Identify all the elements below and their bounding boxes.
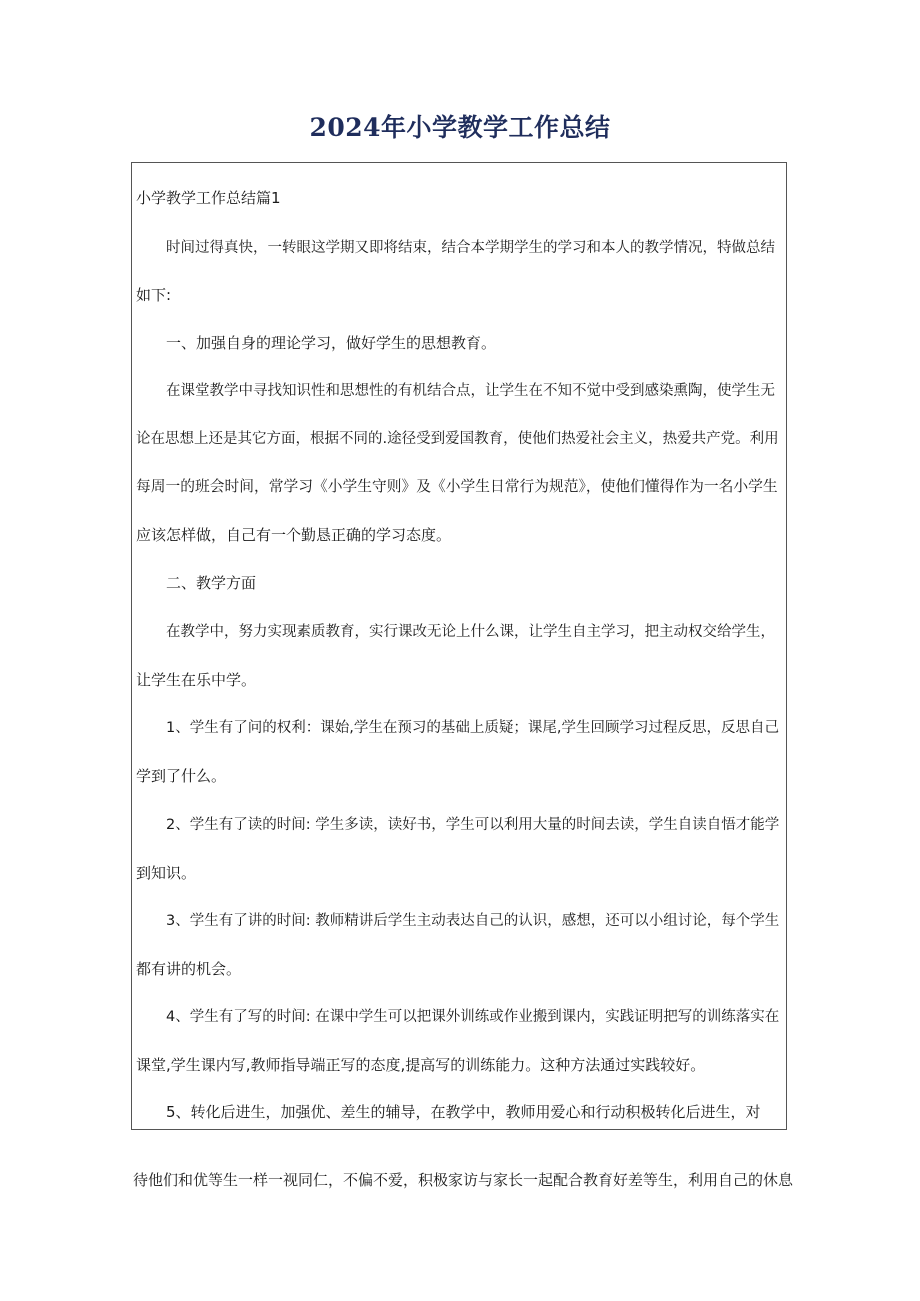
list-item-line: 1、学生有了问的权利：课始,学生在预习的基础上质疑；课尾,学生回顾学习过程反思，反思自己 [166, 720, 779, 736]
paragraph-line: 在课堂教学中寻找知识性和思想性的有机结合点，让学生在不知不觉中受到感染熏陶，使学生无 [166, 383, 775, 399]
list-item-line: 3、学生有了讲的时间: 教师精讲后学生主动表达自己的认识，感想，还可以小组讨论，每个学生 [166, 913, 780, 929]
list-item-line: 4、学生有了写的时间: 在课中学生可以把课外训练或作业搬到课内，实践证明把写的训练落实在 [166, 1009, 780, 1025]
section-heading: 小学教学工作总结篇1 [136, 189, 281, 207]
list-item-line: 2、学生有了读的时间: 学生多读，读好书，学生可以利用大量的时间去读，学生自读自悟才能学 [166, 817, 780, 833]
paragraph-line: 让学生在乐中学。 [136, 671, 257, 689]
continuation-line: 待他们和优等生一样一视同仁，不偏不爱，积极家访与家长一起配合教育好差等生，利用自己的休息 [133, 1171, 794, 1189]
subheading: 二、教学方面 [166, 574, 257, 592]
list-item-line: 5、转化后进生，加强优、差生的辅导，在教学中，教师用爱心和行动积极转化后进生，对 [166, 1103, 761, 1121]
paragraph-line: 在教学中，努力实现素质教育，实行课改无论上什么课，让学生自主学习，把主动权交给学生， [166, 624, 775, 640]
list-item-line: 课堂,学生课内写,教师指导端正写的态度,提高写的训练能力。这种方法通过实践较好。 [136, 1056, 706, 1074]
paragraph-line: 每周一的班会时间，常学习《小学生守则》及《小学生日常行为规范》，使他们懂得作为一名小学生 [136, 478, 778, 495]
list-item-line: 都有讲的机会。 [136, 960, 242, 978]
document-title: 2024年小学教学工作总结 [309, 113, 611, 142]
subheading: 一、加强自身的理论学习，做好学生的思想教育。 [166, 334, 497, 352]
paragraph-line: 时间过得真快，一转眼这学期又即将结束，结合本学期学生的学习和本人的教学情况，特做总结 [166, 240, 775, 256]
list-item-line: 到知识。 [136, 864, 197, 882]
paragraph-line: 如下: [136, 286, 172, 304]
list-item-line: 学到了什么。 [136, 767, 227, 785]
paragraph-line: 论在思想上还是其它方面，根据不同的.途径受到爱国教育，使他们热爱社会主义，热爱共产党。利用 [136, 431, 779, 447]
content-box [131, 162, 787, 1130]
paragraph-line: 应该怎样做，自己有一个勤恳正确的学习态度。 [136, 526, 452, 544]
